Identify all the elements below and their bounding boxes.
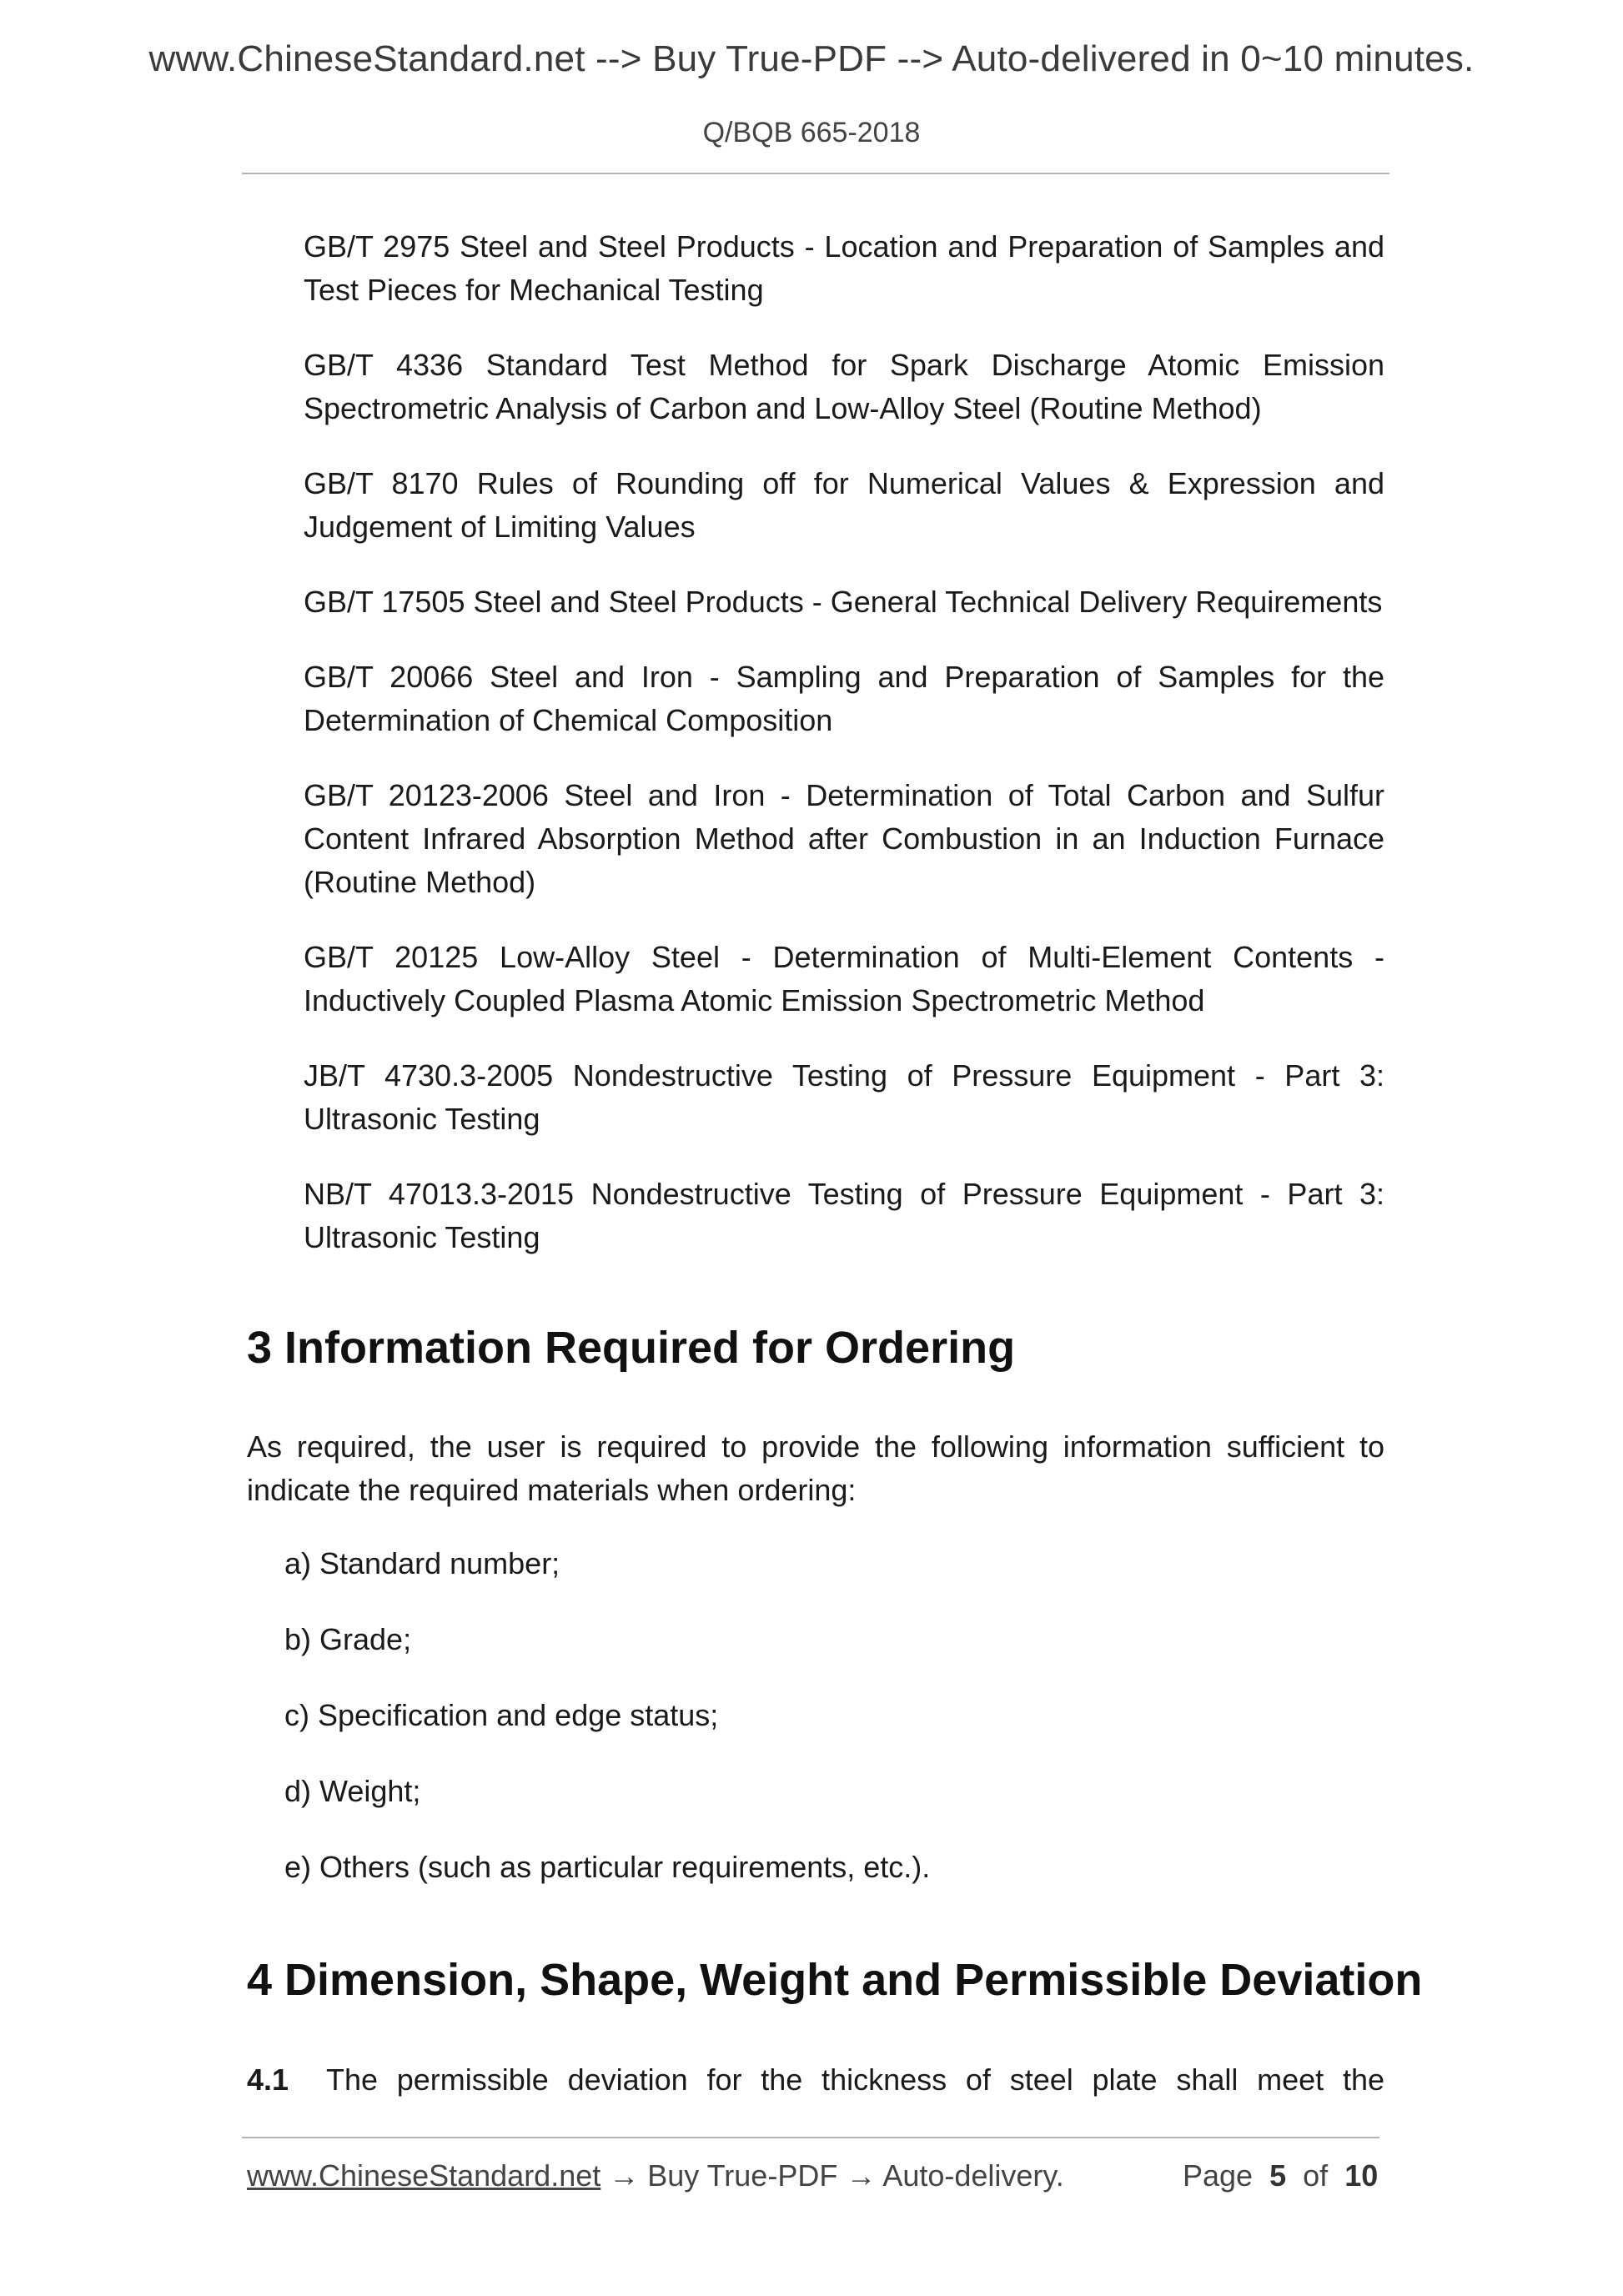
footer-links xyxy=(247,2158,1064,2193)
reference-item: GB/T 4336 Standard Test Method for Spark Discharge Atomic Emission Spectrometric Analysis of Carbon and Low-Alloy Steel (Routine Method) xyxy=(304,348,1384,425)
section-4-heading: 4 Dimension, Shape, Weight and Permissible Deviation xyxy=(247,1955,1423,2005)
reference-item: GB/T 17505 Steel and Steel Products - General Technical Delivery Requirements xyxy=(304,585,1383,619)
reference-item: JB/T 4730.3-2005 Nondestructive Testing of Pressure Equipment - Part 3: Ultrasonic Testing xyxy=(304,1058,1384,1136)
list-item: b) Grade; xyxy=(284,1622,412,1656)
reference-item: GB/T 8170 Rules of Rounding off for Numerical Values & Expression and Judgement of Limiting Values xyxy=(304,466,1384,544)
header-divider xyxy=(242,173,1389,174)
list-item: a) Standard number; xyxy=(284,1546,560,1580)
reference-item: NB/T 47013.3-2015 Nondestructive Testing of Pressure Equipment - Part 3: Ultrasonic Testing xyxy=(304,1177,1384,1254)
page-indicator xyxy=(1183,2158,1378,2193)
reference-item: GB/T 20123-2006 Steel and Iron - Determination of Total Carbon and Sulfur Content Infrared Absorption Method after Combustion in an Induction Furnace (Routine Method) xyxy=(304,778,1384,899)
section-3-intro: As required, the user is required to provide the following information sufficient to indicate the required materials when ordering: xyxy=(247,1429,1384,1507)
section-3-heading: 3 Information Required for Ordering xyxy=(247,1323,1016,1373)
document-code: Q/BQB 665-2018 xyxy=(702,117,921,148)
clause-4-1 xyxy=(247,2058,1384,2102)
page-of: of xyxy=(1303,2158,1329,2193)
reference-item: GB/T 20125 Low-Alloy Steel - Determination of Multi-Element Contents - Inductively Coupled Plasma Atomic Emission Spectrometric Method xyxy=(304,940,1384,1017)
header-banner: www.ChineseStandard.net --> Buy True-PDF --> Auto-delivered in 0~10 minutes. xyxy=(148,38,1475,79)
list-item: c) Specification and edge status; xyxy=(284,1698,719,1732)
clause-text: The permissible deviation for the thickness of steel plate shall meet the xyxy=(325,2062,1385,2097)
page-label: Page xyxy=(1183,2158,1254,2193)
page-total: 10 xyxy=(1344,2158,1379,2193)
footer-site-link[interactable]: www.ChineseStandard.net xyxy=(247,2158,601,2193)
clause-number: 4.1 xyxy=(247,2062,289,2097)
reference-item: GB/T 20066 Steel and Iron - Sampling and Preparation of Samples for the Determination of Chemical Composition xyxy=(304,660,1384,737)
footer-divider xyxy=(242,2137,1379,2138)
footer-tagline: → Buy True-PDF → Auto-delivery. xyxy=(600,2158,1064,2193)
page-current: 5 xyxy=(1269,2158,1287,2193)
list-item: e) Others (such as particular requirements, etc.). xyxy=(284,1850,931,1884)
list-item: d) Weight; xyxy=(284,1774,421,1808)
reference-item: GB/T 2975 Steel and Steel Products - Location and Preparation of Samples and Test Pieces for Mechanical Testing xyxy=(304,229,1384,307)
